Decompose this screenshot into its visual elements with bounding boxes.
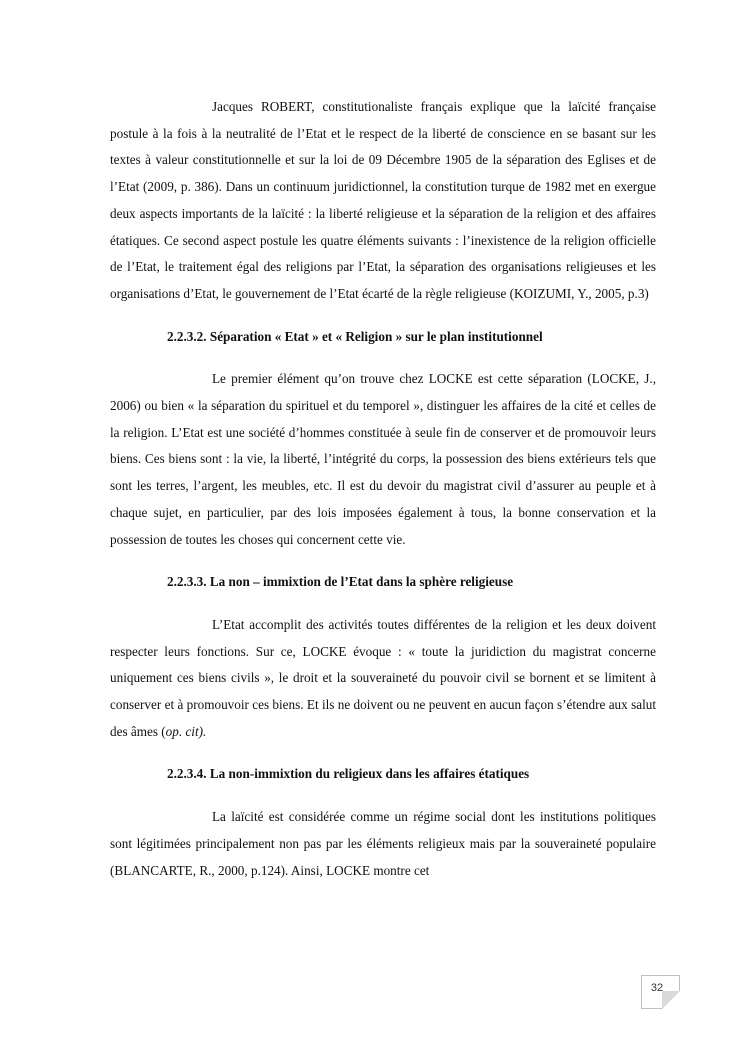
paragraph-non-immixtion-etat: [110, 612, 656, 746]
citation-op-cit: op. cit).: [165, 723, 207, 739]
spacer: [110, 553, 656, 569]
section-heading-2-2-3-3: 2.2.3.3. La non – immixtion de l’Etat dans la sphère religieuse: [167, 574, 514, 590]
paragraph-locke-separation: Le premier élément qu’on trouve chez LOCKE est cette séparation (LOCKE, J., 2006) ou bien « la séparation du spirituel et du temporel », distinguer les affaires de la cité et celles de la religion. L’Etat est une société d’hommes constituée à seule fin de conserver et de promouvoir leurs biens. Ces biens sont : la vie, la liberté, l’intégrité du corps, la possession des biens extérieurs tels que sont les terres, l’argent, les meubles, etc. Il est du devoir du magistrat civil d’assurer au peuple et à chaque sujet, en particulier, par des lois imposées également à tous, la bonne conservation et la possession de toutes les choses qui concernent cette vie.: [110, 371, 656, 547]
spacer: [110, 350, 656, 366]
section-heading-2-2-3-2: 2.2.3.2. Séparation « Etat » et « Religion » sur le plan institutionnel: [167, 328, 543, 344]
section-heading-2-2-3-4: 2.2.3.4. La non-immixtion du religieux dans les affaires étatiques: [167, 766, 530, 782]
spacer: [110, 308, 656, 324]
page-number: 32: [650, 982, 664, 994]
spacer: [110, 596, 656, 612]
spacer: [110, 745, 656, 761]
document-body: [110, 94, 656, 884]
paragraph-text: L’Etat accomplit des activités toutes différentes de la religion et les deux doivent respecter leurs fonctions. Sur ce, LOCKE évoque : « toute la juridiction du magistrat concerne uniquement ces biens civils », le droit et la souveraineté du pouvoir civil se bornent et se limitent à conserver et à promouvoir ces biens. Et ils ne doivent ou ne peuvent en aucun façon s’étendre aux salut des âmes (: [110, 616, 656, 739]
paragraph-laicite-regime-social: La laïcité est considérée comme un régime social dont les institutions politiques sont légitimées principalement non pas par les éléments religieux mais par la souveraineté populaire (BLANCARTE, R., 2000, p.124). Ainsi, LOCKE montre cet: [110, 809, 656, 878]
spacer: [110, 788, 656, 804]
page-number-box: [641, 975, 680, 1009]
paragraph-robert-laicite: Jacques ROBERT, constitutionaliste français explique que la laïcité française postule à la fois à la neutralité de l’Etat et le respect de la liberté de conscience en se basant sur les textes à valeur constitutionnelle et sur la loi de 09 Décembre 1905 de la séparation des Eglises et de l’Etat (2009, p. 386). Dans un continuum juridictionnel, la constitution turque de 1982 met en exergue deux aspects importants de la laïcité : la liberté religieuse et la séparation de la religion et des affaires étatiques. Ce second aspect postule les quatre éléments suivants : l’inexistence de la religion officielle de l’Etat, le traitement égal des religions par l’Etat, la séparation des organisations religieuses et les organisations d’Etat, le gouvernement de l’Etat écarté de la règle religieuse (KOIZUMI, Y., 2005, p.3): [110, 99, 656, 301]
